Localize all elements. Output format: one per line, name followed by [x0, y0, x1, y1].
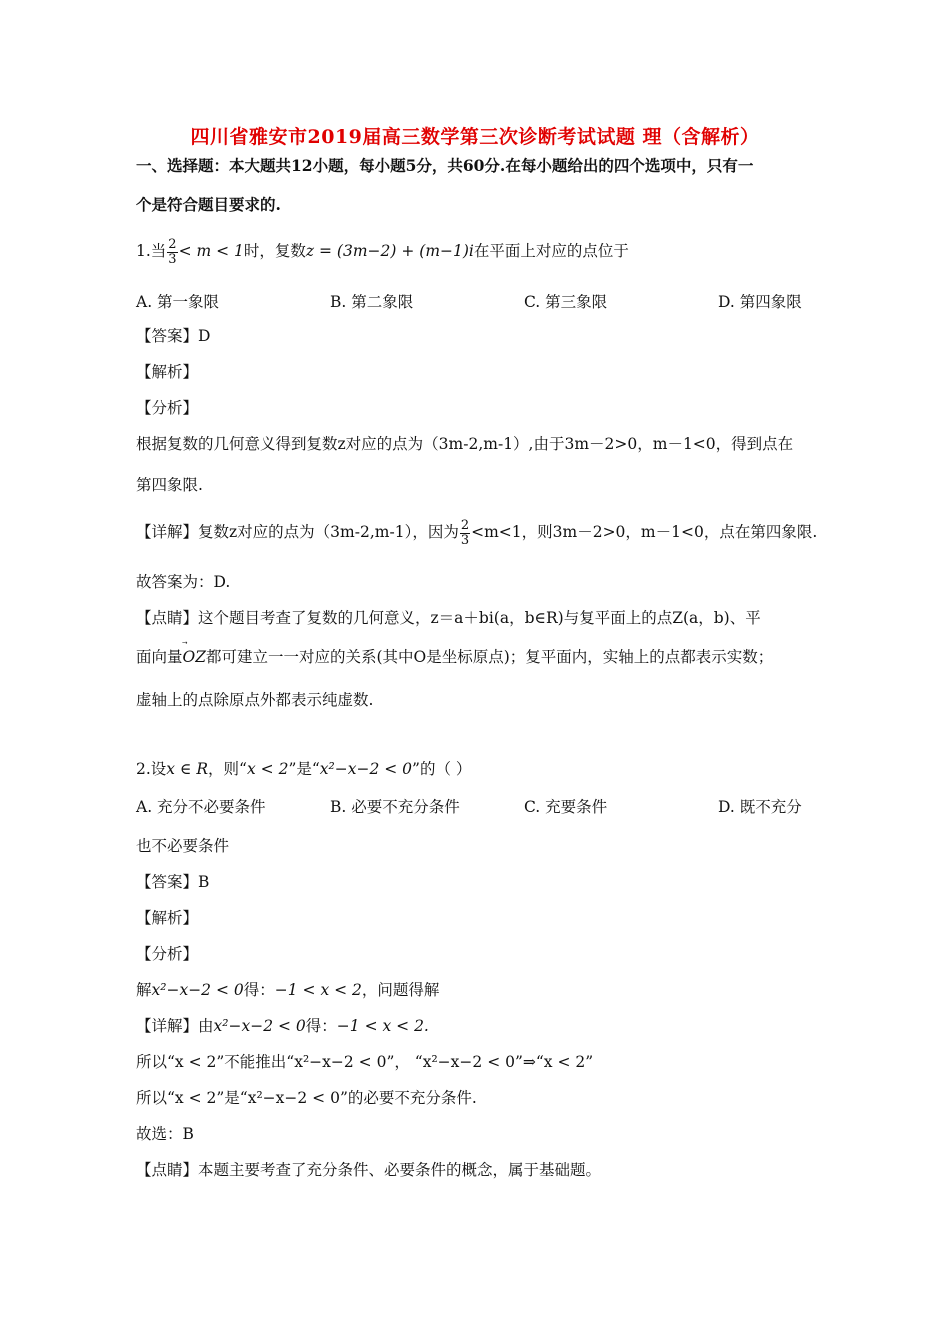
section-heading-line1: 一、选择题：本大题共12小题，每小题5分，共60分.在每小题给出的四个选项中，只有一	[136, 156, 754, 175]
q1-detail-fraction	[460, 519, 470, 548]
q2-choose: 故选：B	[136, 1125, 194, 1143]
q2-option-b: B. 必要不充分条件	[330, 798, 460, 816]
q1-analysis-line2: 第四象限.	[136, 476, 203, 494]
q1-dianjing-text1: 这个题目考查了复数的几何意义，z＝a＋bi(a，b∈R)与复平面上的点Z(a，b)、平	[198, 609, 761, 627]
q2-detail-m2: −1 < x < 2.	[336, 1017, 429, 1035]
q1-tail: 在平面上对应的点位于	[473, 242, 629, 260]
q2-analysis-b: 得：	[243, 981, 275, 999]
q1-dianjing-line1	[136, 608, 761, 628]
q2-stem-a: 2.设	[136, 760, 167, 778]
q1-option-c: C. 第三象限	[524, 293, 608, 311]
q1-option-a: A. 第一象限	[136, 293, 220, 311]
q2-option-d: D. 既不充分	[718, 798, 802, 816]
q2-so-line2: 所以“x < 2”是“x²−x−2 < 0”的必要不充分条件.	[136, 1089, 477, 1107]
q2-detail-head: 【详解】	[136, 1017, 199, 1035]
q2-analysis-a: 解	[136, 981, 152, 999]
q2-stem-m2: x < 2	[246, 760, 289, 778]
q1-mid: 时，复数	[243, 242, 306, 260]
q1-detail-a: 复数z对应的点为（3m-2,m-1），因为	[198, 523, 459, 541]
q1-detail-head: 【详解】	[136, 523, 199, 541]
q1-stem	[136, 234, 629, 268]
q2-option-a: A. 充分不必要条件	[136, 798, 266, 816]
q1-detail-fraction-num: 2	[460, 517, 470, 533]
q1-dianjing-line2	[136, 647, 773, 667]
q2-dianjing	[136, 1160, 601, 1180]
q2-stem-b: ，则“	[208, 760, 247, 778]
document-title: 四川省雅安市2019届高三数学第三次诊断考试试题 理（含解析）	[190, 126, 760, 148]
vector-oz	[183, 648, 206, 666]
q2-detail-b: 得：	[305, 1017, 337, 1035]
q2-analysis-m: x²−x−2 < 0	[151, 981, 244, 999]
q2-stem-d: ”的（ ）	[412, 760, 472, 778]
q2-option-c: C. 充要条件	[524, 798, 608, 816]
q2-fenxi: 【分析】	[136, 945, 199, 963]
q2-detail	[136, 1016, 429, 1036]
q2-jiexi: 【解析】	[136, 909, 199, 927]
q1-detail-fraction-den: 3	[460, 532, 470, 548]
q1-fenxi: 【分析】	[136, 399, 199, 417]
q2-analysis-m2: −1 < x < 2	[274, 981, 362, 999]
q1-expression: z = (3m−2) + (m−1)i	[305, 242, 474, 260]
q2-answer: 【答案】B	[136, 873, 210, 891]
q2-detail-m: x²−x−2 < 0	[213, 1017, 306, 1035]
vector-oz-label: OZ	[182, 648, 206, 666]
q1-dianjing2a: 面向量	[136, 648, 183, 666]
q1-option-b: B. 第二象限	[330, 293, 414, 311]
q1-dianjing-line3: 虚轴上的点除原点外都表示纯虚数.	[136, 691, 374, 709]
q1-option-d: D. 第四象限	[718, 293, 802, 311]
q2-so-line1: 所以“x < 2”不能推出“x²−x−2 < 0”， “x²−x−2 < 0”⇒“x < 2”	[136, 1053, 594, 1071]
q1-fraction	[167, 238, 177, 267]
q1-detail	[136, 512, 817, 552]
q1-analysis-line1: 根据复数的几何意义得到复数z对应的点为（3m-2,m-1）,由于3m－2>0，m－1<0，得到点在	[136, 435, 794, 453]
q1-condition: < m < 1	[178, 242, 244, 260]
q2-analysis	[136, 980, 439, 1000]
q2-stem-m1: x ∈ R	[166, 760, 209, 778]
q2-stem	[136, 759, 471, 779]
q1-dianjing2b: 都可建立一一对应的关系(其中O是坐标原点)；复平面内，实轴上的点都表示实数；	[206, 648, 774, 666]
q1-conclusion: 故答案为：D.	[136, 573, 231, 591]
q2-dianjing-head: 【点睛】	[136, 1161, 199, 1179]
q2-stem-m3: x²−x−2 < 0	[319, 760, 413, 778]
q2-stem-c: ”是“	[288, 760, 320, 778]
q1-dianjing-head: 【点睛】	[136, 609, 199, 627]
q1-jiexi: 【解析】	[136, 363, 199, 381]
q1-fraction-num: 2	[168, 236, 177, 252]
q1-detail-b: <m<1，则3m－2>0，m－1<0，点在第四象限.	[471, 523, 818, 541]
q1-answer: 【答案】D	[136, 327, 211, 345]
q2-dianjing-text: 本题主要考查了充分条件、必要条件的概念，属于基础题。	[198, 1161, 602, 1179]
q1-number: 1.当	[136, 242, 167, 260]
q2-detail-a: 由	[198, 1017, 214, 1035]
q2-analysis-c: ，问题得解	[361, 981, 440, 999]
q2-option-wrap: 也不必要条件	[136, 837, 230, 855]
section-heading-line2: 个是符合题目要求的.	[136, 195, 281, 214]
q1-fraction-den: 3	[168, 251, 177, 267]
